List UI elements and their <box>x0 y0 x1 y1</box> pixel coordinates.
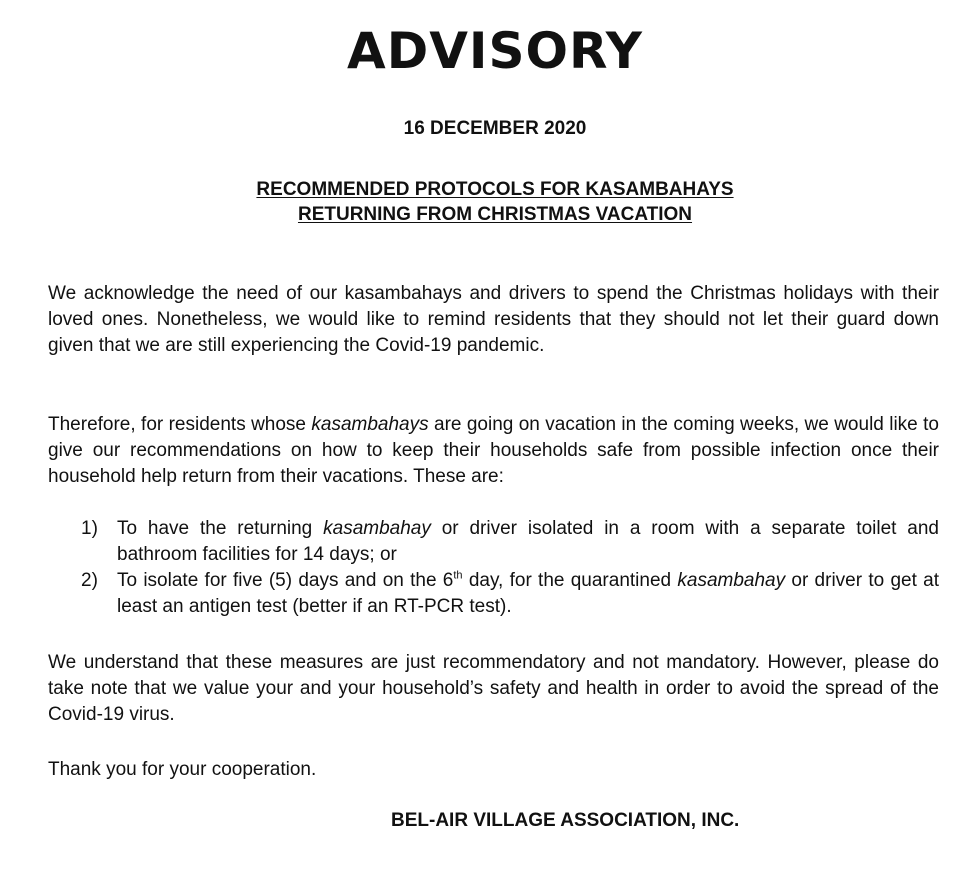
list-item: 1) To have the returning kasambahay or driver isolated in a room with a separate toilet and bathroom facilities for 14 days; or <box>81 518 939 565</box>
signature-block: BEL-AIR VILLAGE ASSOCIATION, INC. <box>391 810 740 831</box>
list-item-number: 1) <box>81 518 98 539</box>
list-item-number: 2) <box>81 570 98 591</box>
italic-term: kasambahay <box>323 518 431 539</box>
paragraph-intro: We acknowledge the need of our kasambahays and drivers to spend the Christmas holidays with their loved ones. Nonetheless, we would like to remind residents that they should not let their guard down given that we are still experiencing the Covid-19 pandemic. <box>48 283 939 356</box>
subject-line-1: RECOMMENDED PROTOCOLS FOR KASAMBAHAYS <box>256 179 734 200</box>
italic-term: kasambahay <box>677 570 786 591</box>
paragraph-thanks: Thank you for your cooperation. <box>48 759 317 780</box>
list-item: 2) To isolate for five (5) days and on the 6th day, for the quarantined kasambahay or driver to get at least an antigen test (better if an RT-PCR test). <box>81 569 939 617</box>
italic-term: kasambahays <box>311 414 429 435</box>
document-title: ADVISORY <box>347 22 643 80</box>
subject-line-2: RETURNING FROM CHRISTMAS VACATION <box>297 204 693 225</box>
paragraph-recommendations: Therefore, for residents whose kasambahays are going on vacation in the coming weeks, we would like to give our recommendations on how to keep their households safe from possible infection once their household help return from their vacations. These are: <box>48 414 939 487</box>
ordinal-suffix: th <box>453 569 463 582</box>
recommendation-list <box>48 516 939 620</box>
subject-heading <box>0 177 980 227</box>
document-date: 16 DECEMBER 2020 <box>403 118 587 139</box>
paragraph-note: We understand that these measures are just recommendatory and not mandatory. However, please do take note that we value your and your household’s safety and health in order to avoid the spread of the Covid-19 virus. <box>48 652 939 725</box>
